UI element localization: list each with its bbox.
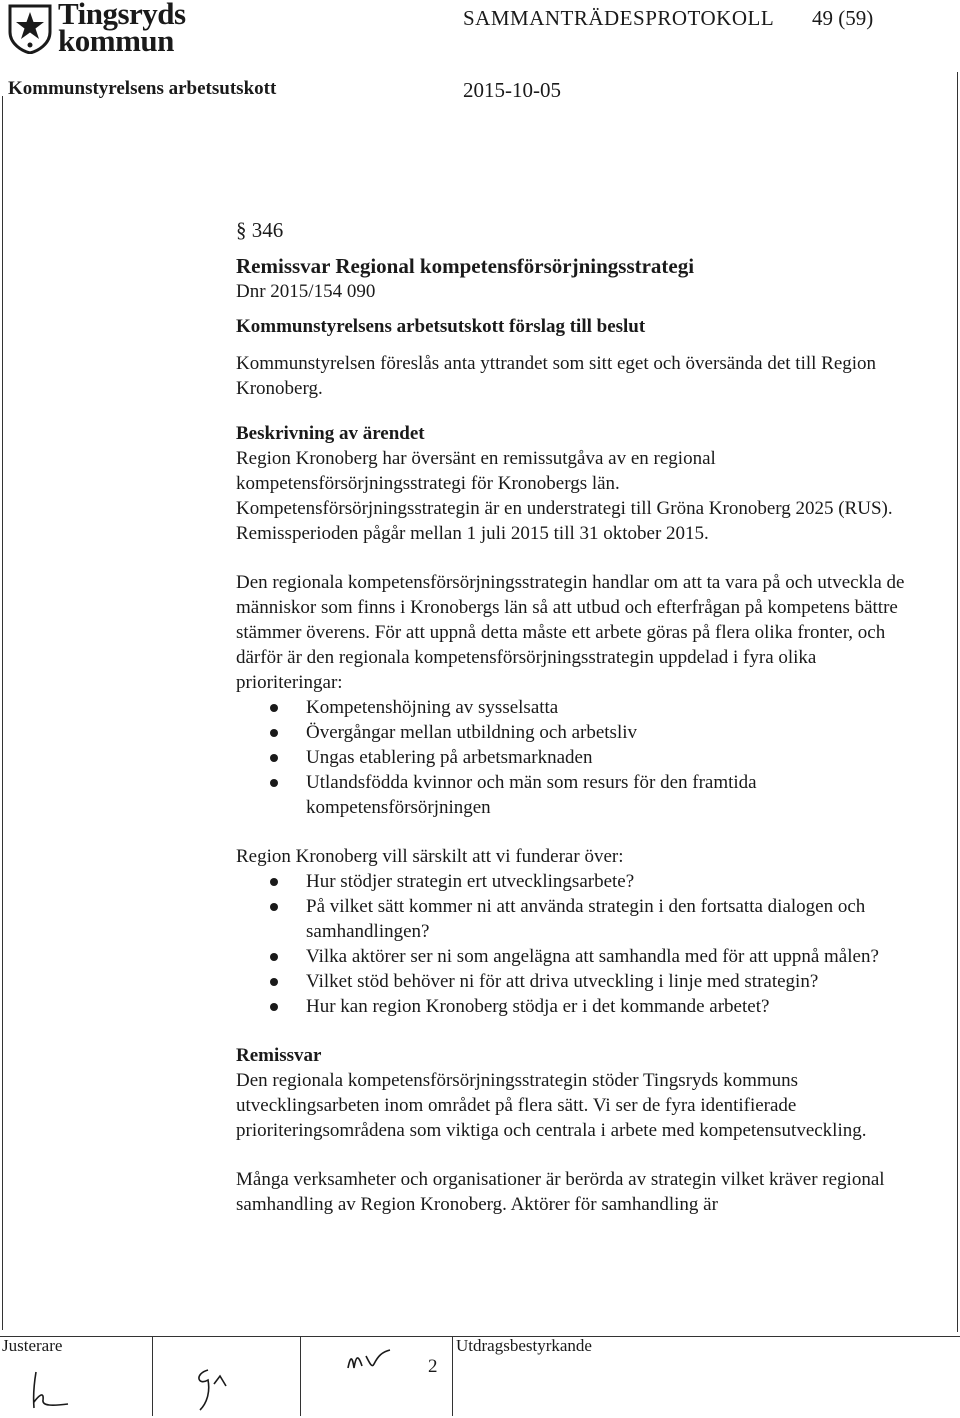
- list-item: Ungas etablering på arbetsmarknaden: [236, 745, 916, 770]
- justerare-label: Justerare: [2, 1336, 63, 1355]
- list-item: Utlandsfödda kvinnor och män som resurs för den framtida kompetensförsörjningen: [236, 770, 916, 820]
- document-body: [236, 218, 916, 1217]
- coat-of-arms-icon: [8, 4, 52, 54]
- logo-wordmark: [58, 0, 186, 58]
- meeting-date: 2015-10-05: [463, 78, 561, 102]
- list-item: Hur stödjer strategin ert utvecklingsarbete?: [236, 869, 916, 894]
- signature-initials-1: [28, 1368, 92, 1412]
- signature-initials-2: [186, 1364, 250, 1414]
- logo-line-2: kommun: [58, 23, 174, 58]
- signature-initials-3: [344, 1346, 404, 1376]
- response-paragraph: Den regionala kompetensförsörjningsstrategin stöder Tingsryds kommuns utvecklingsarbeten inom området på flera sätt. Vi ser de fyra identifierade prioriteringsområdena som viktiga och centrala i arbete med kompetensutveckling.: [236, 1070, 867, 1141]
- margin-line-right: [957, 72, 958, 1332]
- description-paragraph: Region Kronoberg har översänt en remissutgåva av en regional kompetensförsörjningsstrategi för Kronobergs län.: [236, 448, 716, 494]
- list-item: Hur kan region Kronoberg stödja er i det kommande arbetet?: [236, 994, 916, 1019]
- page-number: 49 (59): [812, 6, 874, 30]
- signature-divider: [300, 1336, 301, 1416]
- signature-count: 2: [428, 1356, 438, 1377]
- case-number: Dnr 2015/154 090: [236, 281, 376, 302]
- section-number: § 346: [236, 218, 284, 242]
- margin-line-left: [2, 96, 3, 1330]
- proposal-heading: Kommunstyrelsens arbetsutskott förslag till beslut: [236, 316, 646, 337]
- priorities-list: [236, 695, 916, 820]
- logo-line-1: Tingsryds: [58, 0, 186, 31]
- description-paragraph: Region Kronoberg vill särskilt att vi funderar över:: [236, 846, 624, 867]
- list-item: Kompetenshöjning av sysselsatta: [236, 695, 916, 720]
- document-type: SAMMANTRÄDESPROTOKOLL: [463, 6, 775, 30]
- list-item: Vilka aktörer ser ni som angelägna att samhandla med för att uppnå målen?: [236, 944, 916, 969]
- section-title: Remissvar Regional kompetensförsörjningsstrategi: [236, 254, 695, 278]
- response-paragraph: Många verksamheter och organisationer är berörda av strategin vilket kräver regional samhandling av Region Kronoberg. Aktörer för samhandling är: [236, 1169, 885, 1215]
- signature-divider: [152, 1336, 153, 1416]
- proposal-text: Kommunstyrelsen föreslås anta yttrandet som sitt eget och översända det till Region Kronoberg.: [236, 353, 877, 399]
- municipality-logo: [8, 0, 208, 60]
- list-item: Övergångar mellan utbildning och arbetsliv: [236, 720, 916, 745]
- committee-name: Kommunstyrelsens arbetsutskott: [8, 78, 277, 99]
- response-heading: Remissvar: [236, 1045, 322, 1066]
- questions-list: [236, 869, 916, 1019]
- signature-divider: [452, 1336, 453, 1416]
- description-heading: Beskrivning av ärendet: [236, 423, 425, 444]
- utdragsbestyrkande-label: Utdragsbestyrkande: [456, 1336, 592, 1355]
- description-paragraph: Kompetensförsörjningsstrategin är en understrategi till Gröna Kronoberg 2025 (RUS). Remissperioden pågår mellan 1 juli 2015 till 31 oktober 2015.: [236, 498, 893, 544]
- list-item: Vilket stöd behöver ni för att driva utveckling i linje med strategin?: [236, 969, 916, 994]
- list-item: På vilket sätt kommer ni att använda strategin i den fortsatta dialogen och samhandlingen?: [236, 894, 916, 944]
- description-paragraph: Den regionala kompetensförsörjningsstrategin handlar om att ta vara på och utveckla de människor som finns i Kronobergs län så att utbud och efterfrågan på kompetens bättre stämmer överens. För att uppnå detta måste ett arbete göras på flera olika fronter, och därför är den regionala kompetensförsörjningsstrategin uppdelad i fyra olika prioriteringar:: [236, 572, 905, 693]
